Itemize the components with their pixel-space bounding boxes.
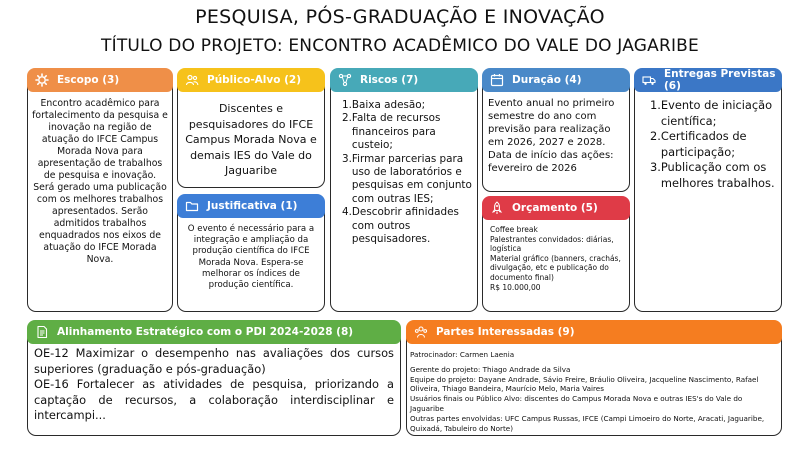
list-item (342, 153, 472, 207)
duracao-description: Evento anual no primeiro semestre do ano com previsão para realização em 2026, 2027 e 2028. (488, 98, 615, 148)
orcamento-line: Material gráfico (banners, crachás, divulgação, etc e publicação do documento final) (490, 253, 621, 282)
duracao-start-date: Data de início das ações: fevereiro de 2026 (488, 150, 614, 174)
entregas-header-label: Entregas Previstas (6) (664, 68, 776, 92)
list-item (650, 98, 780, 129)
project-title: TÍTULO DO PROJETO: ENCONTRO ACADÊMICO DO VALE DO JAGARIBE (101, 36, 699, 56)
alinhamento-objetivo: OE-16 Fortalecer as atividades de pesquisa, priorizando a captação de recursos, a colaboração interdisciplinar e intercampi... (34, 377, 394, 423)
list-number: 4. (342, 206, 352, 219)
list-number: 3. (650, 160, 661, 174)
partes-line: Outras partes envolvidas: UFC Campus Russas, IFCE (Campi Limoeiro do Norte, Aracati, Jaguaribe, Quixadá, Tabuleiro do Norte) (410, 413, 765, 433)
list-text: Firmar parcerias para uso de laboratórios e pesquisas em conjunto com outras IES; (351, 152, 472, 205)
list-text: Baixa adesão; (351, 99, 426, 111)
partes-line: Equipe do projeto: Dayane Andrade, Sávio Freire, Bráulio Oliveira, Jacqueline Nascimento, Rafael Oliveira, Thiago Bandeira, Maurício Melo, Maria Vaires (410, 374, 759, 394)
list-item (342, 206, 472, 246)
list-item (342, 112, 472, 152)
duracao-text (488, 97, 626, 175)
document-icon (35, 325, 49, 339)
list-item (650, 129, 780, 160)
partes-line: Usuários finais ou Público Alvo: discentes do Campus Morada Nova e outras IES's do Vale do Jaguaribe (410, 394, 743, 413)
gear-icon (35, 73, 49, 87)
truck-icon (642, 73, 656, 87)
list-number: 2. (650, 129, 661, 143)
publico-text: Discentes e pesquisadores do IFCE Campus Morada Nova e demais IES do Vale do Jaguaribe (185, 102, 317, 178)
orcamento-header (482, 196, 630, 220)
stakeholders-icon (414, 325, 428, 339)
escopo-header (27, 68, 173, 92)
alinhamento-objetivo: OE-12 Maximizar o desempenho nas avaliações dos cursos superiores (graduação e pós-graduação) (34, 346, 394, 376)
entregas-header (634, 68, 782, 92)
list-text: Certificados de participação; (660, 129, 747, 159)
publico-header (177, 68, 325, 92)
duracao-header (482, 68, 630, 92)
people-icon (185, 73, 199, 87)
publico-header-label: Público-Alvo (2) (207, 74, 302, 86)
orcamento-line: Coffee break (490, 225, 538, 234)
orcamento-text (490, 225, 622, 292)
list-item (342, 99, 472, 112)
list-number: 1. (650, 98, 661, 112)
entregas-list (650, 98, 780, 191)
folder-icon (185, 199, 199, 213)
orcamento-header-label: Orçamento (5) (512, 202, 598, 214)
partes-patrocinador: Patrocinador: Carmen Laenia (410, 350, 515, 359)
escopo-text: Encontro acadêmico para fortalecimento da pesquisa e inovação na região de atuação do IFCE Campus Morada Nova para apresentação de trabalhos de pesquisa e inovação. Será gerado uma publicação com os melhores trabalhos apresentados. Serão admitidos trabalhos enquadrados nos eixos de atuação do IFCE Morada Nova. (32, 98, 168, 265)
list-number: 1. (342, 99, 352, 111)
calendar-icon (490, 73, 504, 87)
riscos-header-label: Riscos (7) (360, 74, 419, 86)
riscos-list (342, 99, 472, 246)
justificativa-header (177, 194, 325, 218)
list-number: 3. (342, 152, 352, 165)
list-number: 2. (342, 112, 352, 125)
network-icon (338, 73, 352, 87)
partes-line: Gerente do projeto: Thiago Andrade da Silva (410, 364, 571, 374)
partes-text (410, 350, 778, 433)
alinhamento-text (34, 346, 394, 424)
list-text: Publicação com os melhores trabalhos. (660, 160, 775, 190)
orcamento-line: Palestrantes convidados: diárias, logística (490, 234, 614, 254)
alinhamento-header-label: Alinhamento Estratégico com o PDI 2024-2028 (8) (57, 326, 354, 338)
justificativa-text: O evento é necessário para a integração e ampliação da produção científica do IFCE Morada Nova. Espera-se melhorar os índices de produção científica. (187, 224, 315, 291)
list-item (650, 160, 780, 191)
duracao-header-label: Duração (4) (512, 74, 582, 86)
riscos-header (330, 68, 478, 92)
list-text: Evento de iniciação científica; (660, 98, 773, 128)
alinhamento-header (27, 320, 401, 344)
escopo-header-label: Escopo (3) (57, 74, 120, 86)
partes-header (406, 320, 782, 344)
page-title: PESQUISA, PÓS-GRADUAÇÃO E INOVAÇÃO (195, 6, 605, 28)
partes-header-label: Partes Interessadas (9) (436, 326, 575, 338)
orcamento-total: R$ 10.000,00 (490, 282, 541, 292)
list-text: Descobrir afinidades com outros pesquisadores. (351, 206, 459, 246)
list-text: Falta de recursos financeiros para custeio; (351, 112, 441, 152)
rocket-icon (490, 201, 504, 215)
justificativa-header-label: Justificativa (1) (207, 200, 298, 212)
